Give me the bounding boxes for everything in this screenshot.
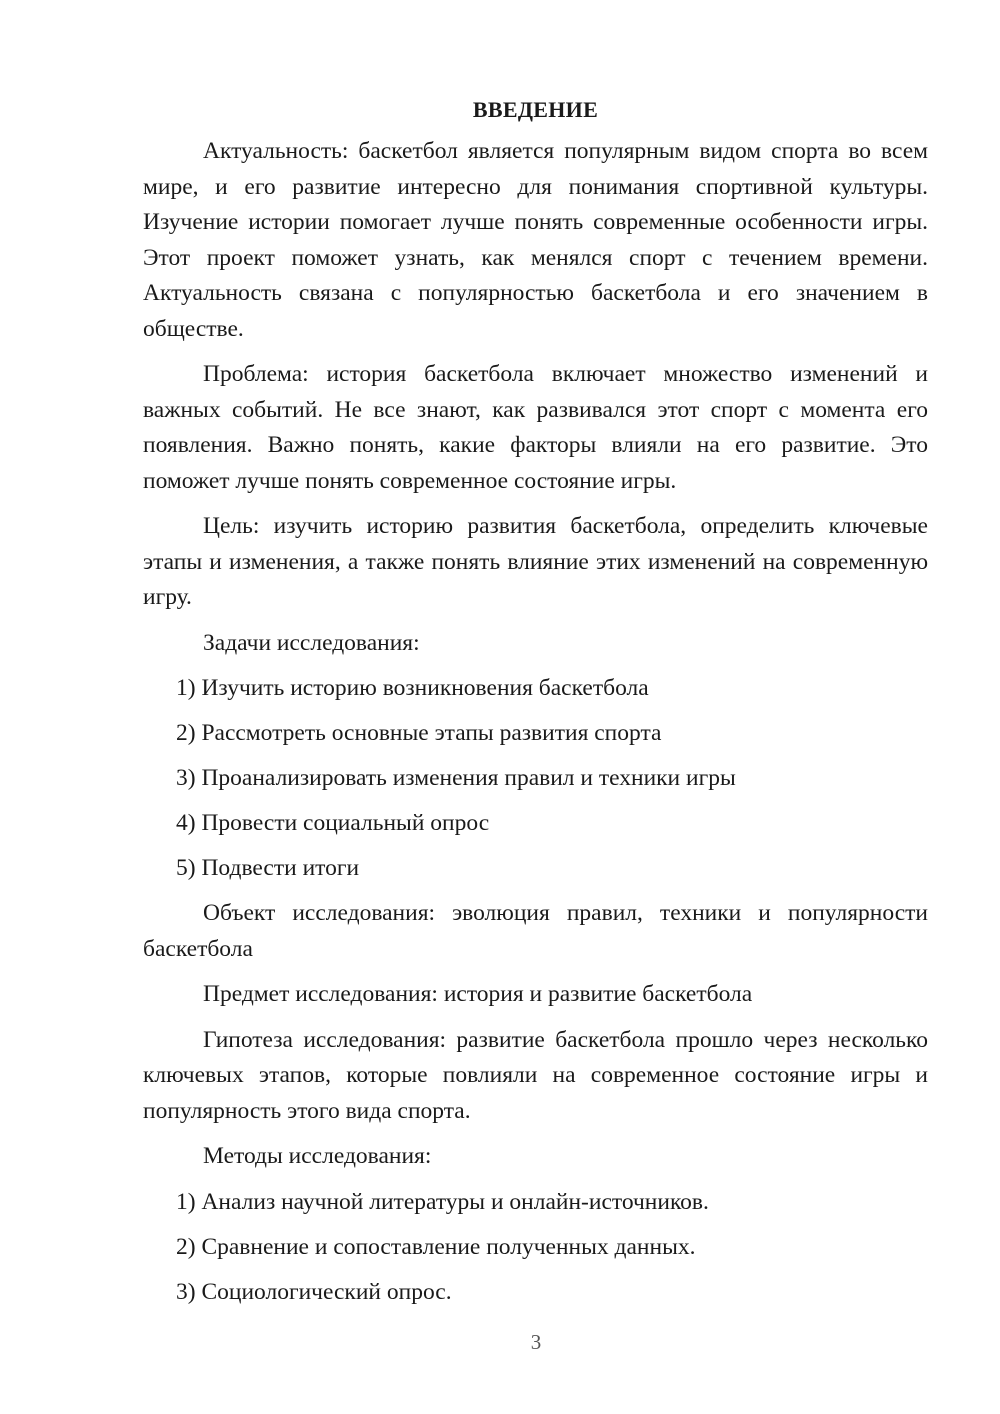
list-item: 2) Рассмотреть основные этапы развития спорта <box>176 720 662 746</box>
list-item: 4) Провести социальный опрос <box>176 810 490 836</box>
list-item: 5) Подвести итоги <box>176 855 360 881</box>
hypothesis-paragraph: Гипотеза исследования: развитие баскетбола прошло через несколько ключевых этапов, которые повлияли на современное состояние игры и популярность этого вида спорта. <box>143 1026 928 1124</box>
list-item: 1) Изучить историю возникновения баскетбола <box>176 675 649 701</box>
tasks-heading: Задачи исследования: <box>203 629 420 656</box>
list-item: 1) Анализ научной литературы и онлайн-источников. <box>176 1188 709 1215</box>
subject-paragraph: Предмет исследования: история и развитие баскетбола <box>203 981 753 1007</box>
object-paragraph: Объект исследования: эволюция правил, техники и популярности баскетбола <box>143 900 928 962</box>
goal-paragraph: Цель: изучить историю развития баскетбола, определить ключевые этапы и изменения, а также понять влияние этих изменений на современную игру. <box>143 513 928 610</box>
relevance-paragraph: Актуальность: баскетбол является популярным видом спорта во всем мире, и его развитие интересно для понимания спортивной культуры. Изучение истории помогает лучше понять современные особенности игры. Этот проект поможет узнать, как менялся спорт с течением времени. Актуальность связана с популярностью баскетбола и его значением в обществе. <box>143 138 928 342</box>
list-item: 3) Социологический опрос. <box>176 1278 452 1305</box>
document-page <box>143 92 928 1320</box>
problem-paragraph: Проблема: история баскетбола включает множество изменений и важных событий. Не все знают, как развивался этот спорт с момента его появления. Важно понять, какие факторы влияли на его развитие. Это поможет лучше понять современное состояние игры. <box>143 361 928 494</box>
methods-list <box>143 1185 928 1310</box>
list-item: 2) Сравнение и сопоставление полученных данных. <box>176 1233 696 1260</box>
page-number: 3 <box>530 1330 542 1354</box>
page-title: ВВЕДЕНИЕ <box>472 97 599 122</box>
methods-heading: Методы исследования: <box>203 1143 432 1169</box>
list-item: 3) Проанализировать изменения правил и техники игры <box>176 765 736 791</box>
tasks-list <box>143 671 928 886</box>
